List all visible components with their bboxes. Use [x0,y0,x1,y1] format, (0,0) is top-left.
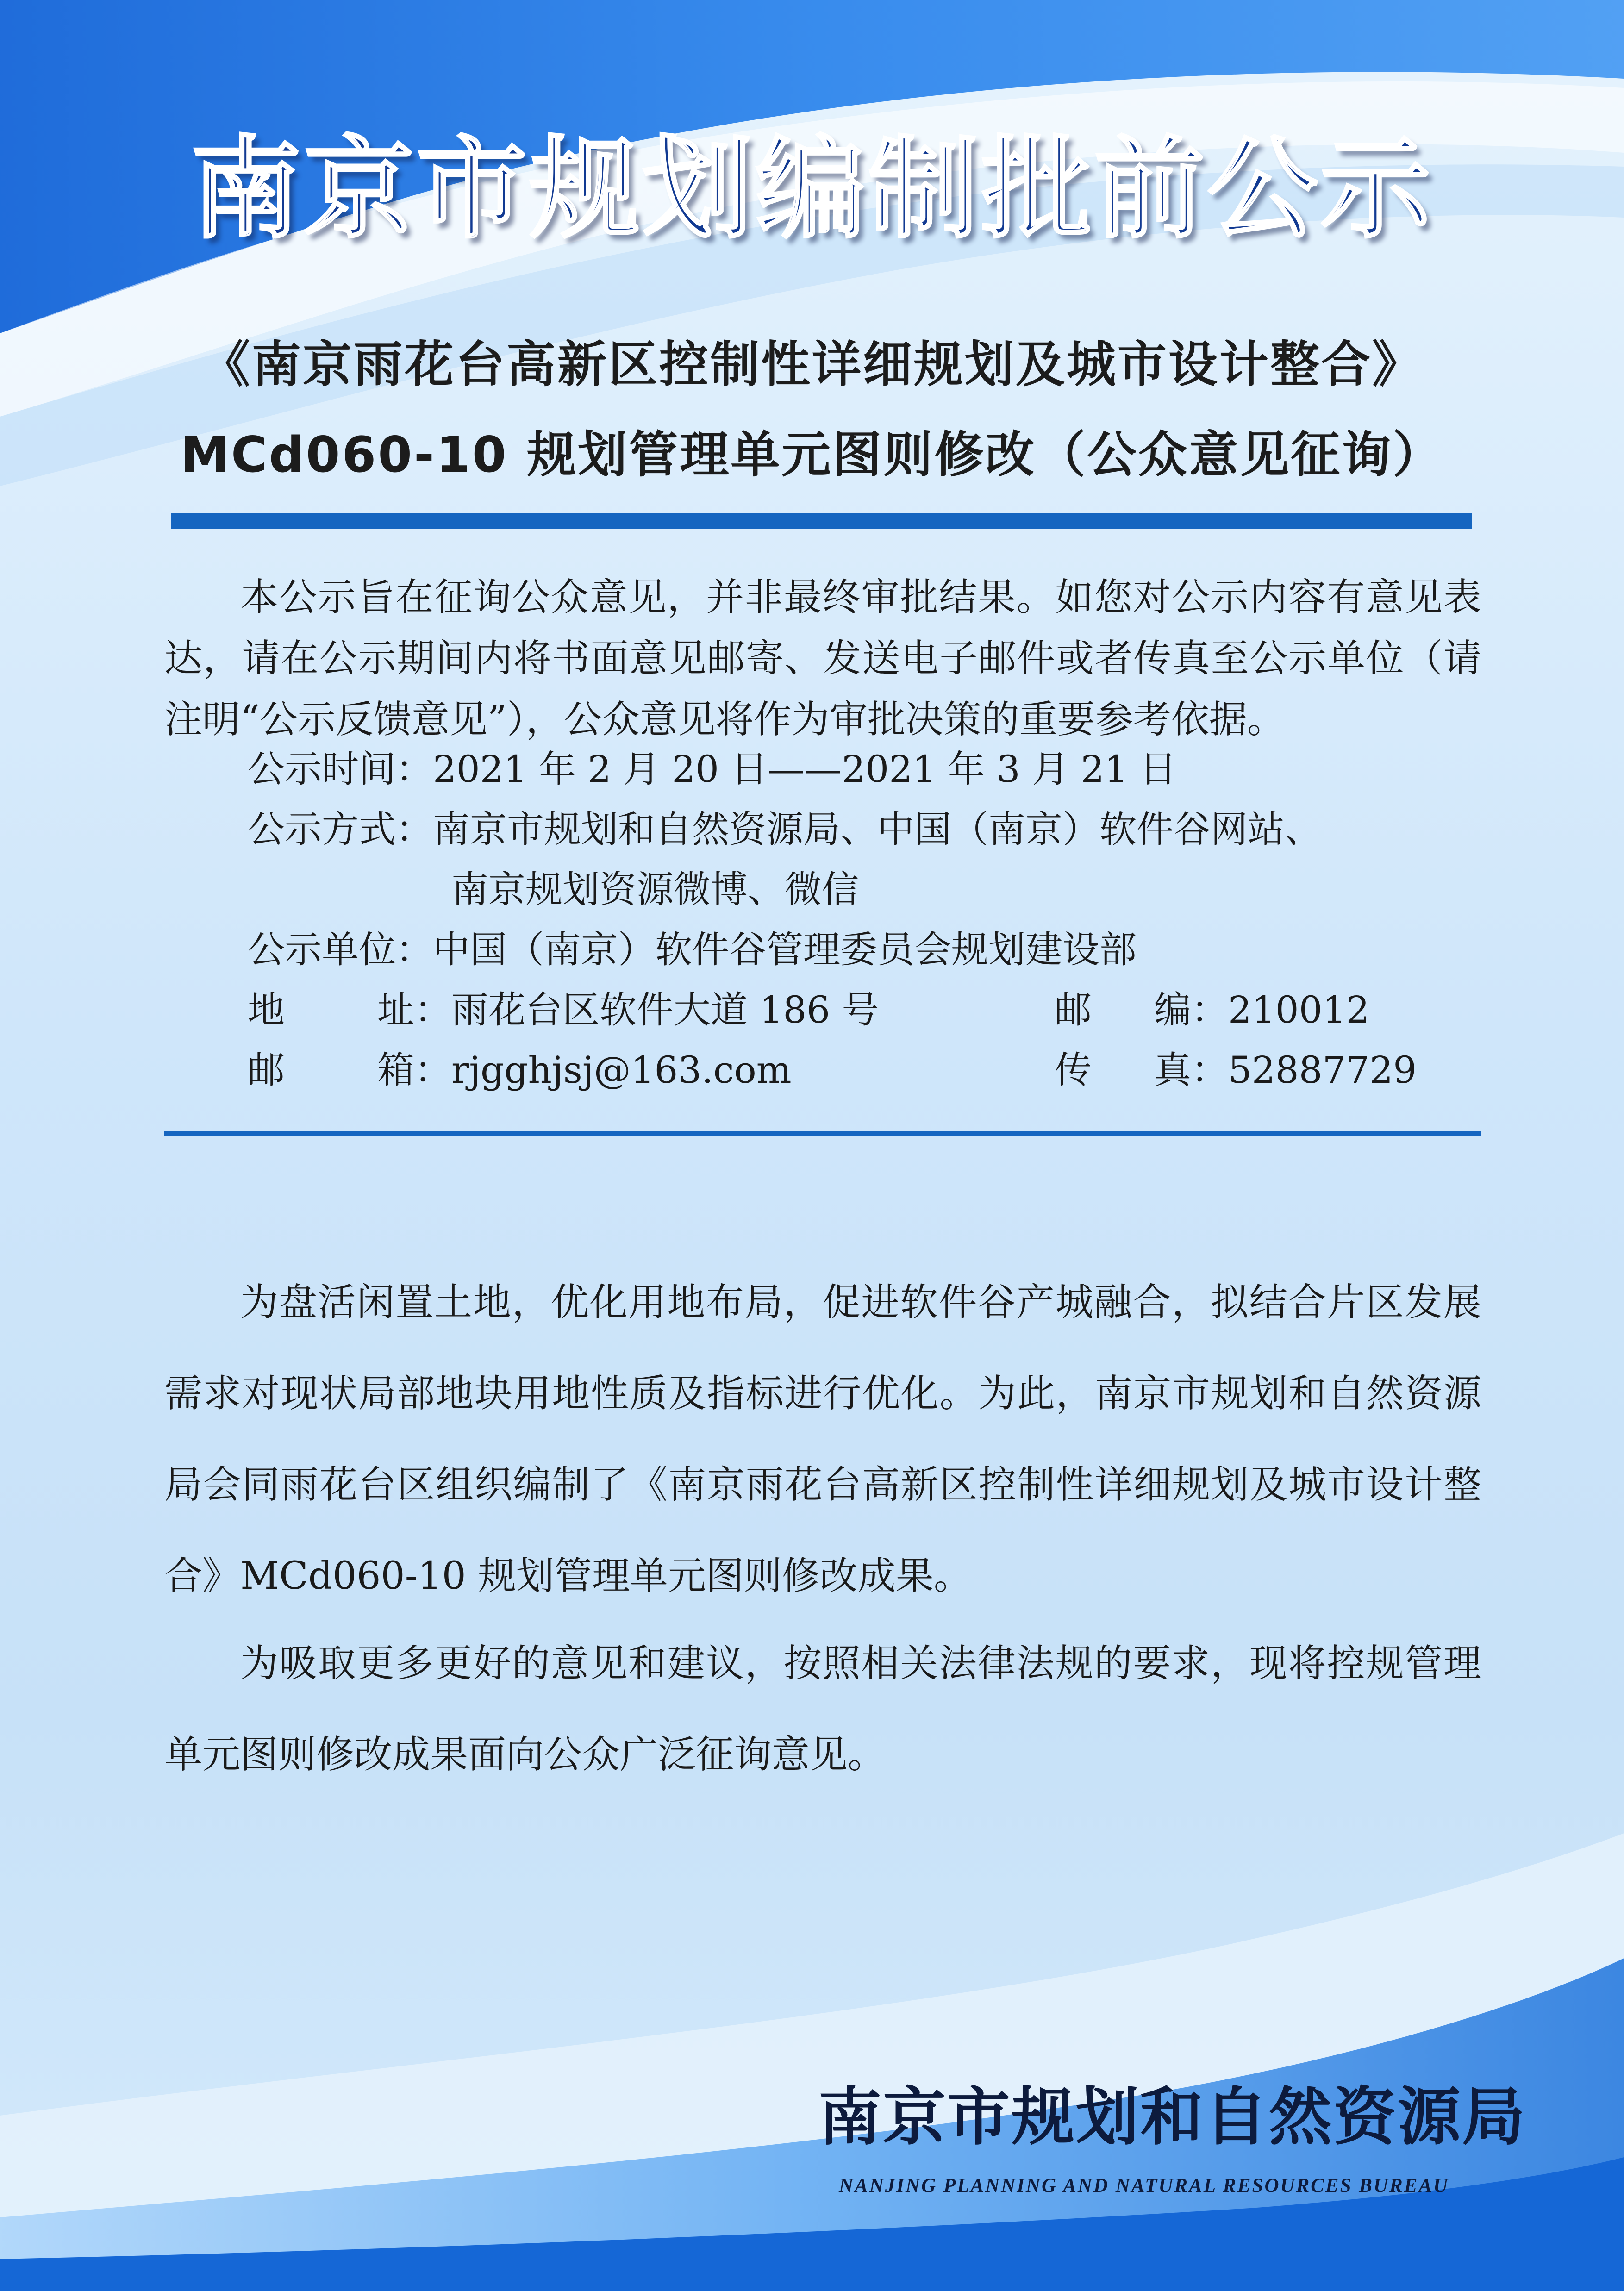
fax-label-char2: 真： [1154,1049,1228,1092]
subtitle-unit-revision: MCd060-10 规划管理单元图则修改（公众意见征询） [180,426,1444,483]
info-time-row [248,748,1177,791]
email-value: rjgghjsj@163.com [451,1049,792,1092]
email-label-char2: 箱： [377,1049,451,1092]
time-value: 2021 年 2 月 20 日——2021 年 3 月 21 日 [433,748,1177,791]
address-value: 雨花台区软件大道 186 号 [451,988,879,1031]
address-label-char2: 址： [377,988,451,1031]
method-value-line1: 南京市规划和自然资源局、中国（南京）软件谷网站、 [433,808,1322,851]
footer-org-name-cn: 南京市规划和自然资源局 [818,2080,1526,2154]
info-method-row [248,808,1322,851]
page-title: 南京市规划编制批前公示 [191,125,1433,254]
fax-label-char1: 传 [1055,1049,1092,1092]
divider-top [171,513,1472,529]
unit-label: 公示单位： [248,928,433,971]
info-postcode-row [1055,988,1370,1031]
footer-org-name-en: NANJING PLANNING AND NATURAL RESOURCES BUREAU [839,2175,1449,2197]
method-value-line2: 南京规划资源微博、微信 [451,868,859,911]
address-label-char1: 地 [248,988,285,1031]
info-email-row [248,1049,792,1092]
unit-value: 中国（南京）软件谷管理委员会规划建设部 [433,928,1137,971]
info-unit-row [248,928,1137,971]
email-label-char1: 邮 [248,1049,285,1092]
info-method-row-continued [451,868,859,911]
info-fax-row [1055,1049,1417,1092]
method-label: 公示方式： [248,808,433,851]
fax-value: 52887729 [1228,1049,1417,1092]
postcode-label-char1: 邮 [1055,988,1092,1031]
time-label: 公示时间： [248,748,433,791]
notice-paragraph: 本公示旨在征询公众意见，并非最终审批结果。如您对公示内容有意见表达，请在公示期间内将书面意见邮寄、发送电子邮件或者传真至公示单位（请注明“公示反馈意见”），公众意见将作为审批决策的重要参考依据。 [164,575,1481,742]
divider-bottom [164,1131,1481,1136]
info-address-row [248,988,879,1031]
postcode-label-char2: 编： [1154,988,1228,1031]
postcode-value: 210012 [1228,988,1370,1031]
body-paragraph-2: 为吸取更多更好的意见和建议，按照相关法律法规的要求，现将控规管理单元图则修改成果面向公众广泛征询意见。 [164,1642,1481,1777]
subtitle-plan-name: 《南京雨花台高新区控制性详细规划及城市设计整合》 [201,336,1423,393]
body-paragraph-1: 为盘活闲置土地，优化用地布局，促进软件谷产城融合，拟结合片区发展需求对现状局部地块用地性质及指标进行优化。为此，南京市规划和自然资源局会同雨花台区组织编制了《南京雨花台高新区控制性详细规划及城市设计整合》MCd060-10 规划管理单元图则修改成果。 [164,1280,1481,1598]
